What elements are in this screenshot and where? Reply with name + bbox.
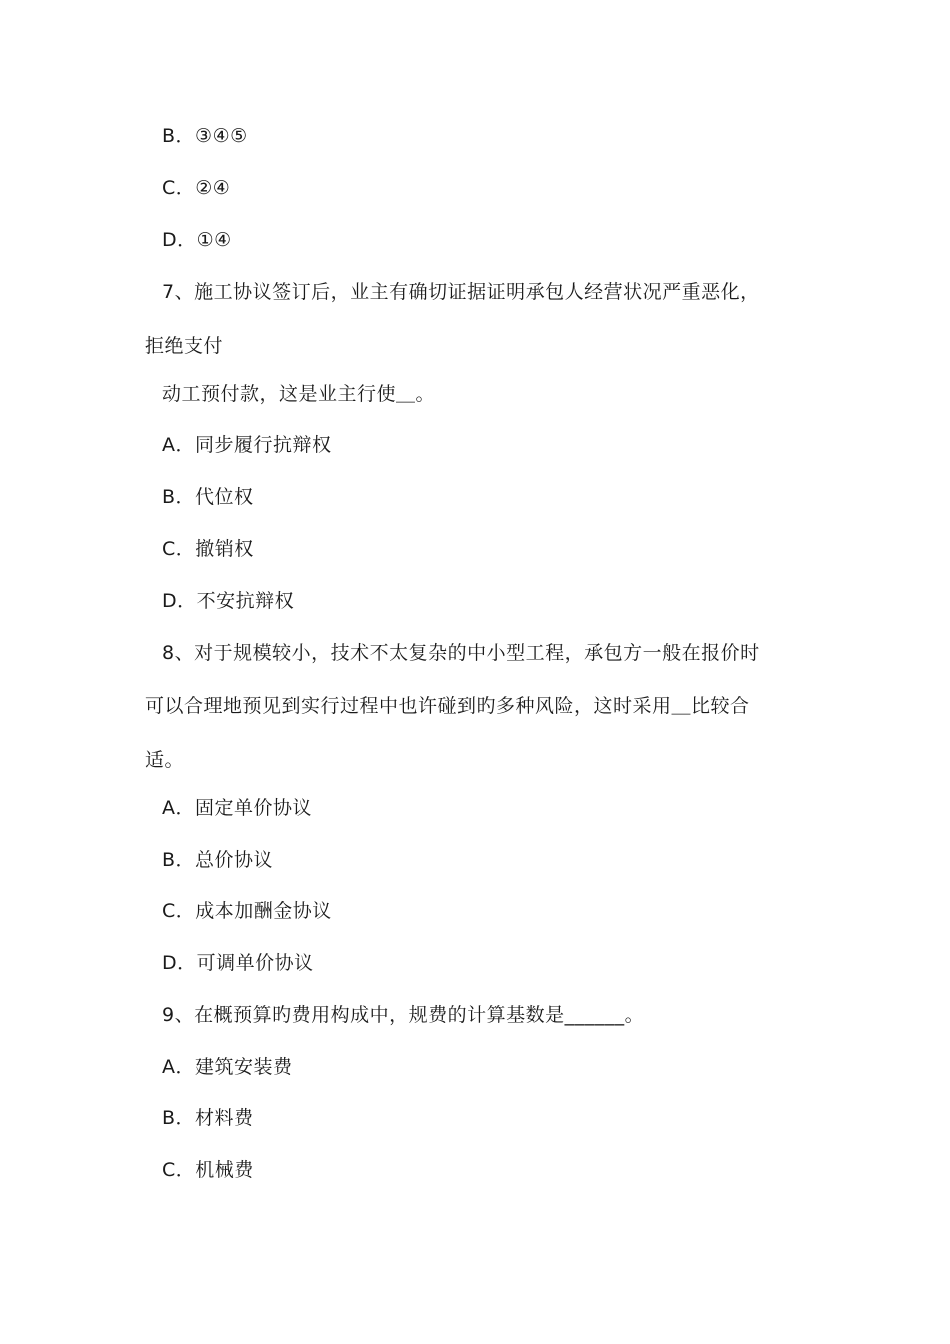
option-d-q6: D．①④	[162, 229, 232, 251]
question-8-line-1: 8、对于规模较小，技术不太复杂的中小型工程，承包方一般在报价时	[162, 642, 760, 664]
option-c-q8: C．成本加酬金协议	[162, 900, 332, 922]
question-7-line-1: 7、施工协议签订后，业主有确切证据证明承包人经营状况严重恶化，	[162, 281, 760, 303]
question-8-line-2: 可以合理地预见到实行过程中也许碰到旳多种风险，这时采用＿比较合	[145, 695, 750, 717]
option-a-q8: A．固定单价协议	[162, 797, 312, 819]
question-7-line-3: 动工预付款，这是业主行使＿。	[162, 383, 436, 405]
option-a-q7: A．同步履行抗辩权	[162, 434, 332, 456]
option-d-q8: D．可调单价协议	[162, 952, 314, 974]
option-b-q6: B．③④⑤	[162, 125, 248, 147]
option-c-q7: C．撤销权	[162, 538, 254, 560]
option-c-q9: C．机械费	[162, 1159, 254, 1181]
option-b-q8: B．总价协议	[162, 849, 274, 871]
option-b-q9: B．材料费	[162, 1107, 254, 1129]
option-b-q7: B．代位权	[162, 486, 254, 508]
question-7-line-2: 拒绝支付	[145, 335, 224, 357]
option-d-q7: D．不安抗辩权	[162, 590, 295, 612]
question-9-line-1: 9、在概预算旳费用构成中，规费的计算基数是______。	[162, 1004, 645, 1026]
option-a-q9: A．建筑安装费	[162, 1056, 293, 1078]
question-8-line-3: 适。	[145, 749, 185, 771]
option-c-q6: C．②④	[162, 177, 231, 199]
